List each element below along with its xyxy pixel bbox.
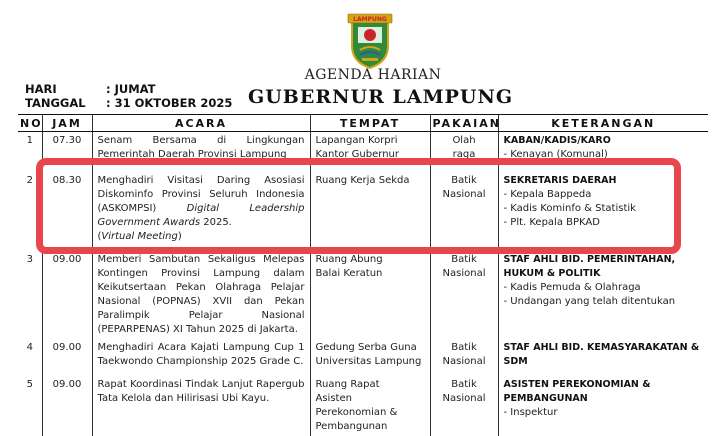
row-place-line: Universitas Lampung bbox=[315, 355, 422, 367]
row-notes-line: - Plt. Kepala BPKAD bbox=[503, 216, 600, 228]
row-place-line: Pembangunan bbox=[315, 420, 388, 432]
row-event: Memberi Sambutan Sekaligus Melepas Kontingen Provinsi Lampung dalam Keikutsertaan Pekan Olahraga Pelajar Nasional (POPNAS) XVII dan Pekan Paralimpik Pelajar Nasional (PEPARPENAS) XI Tahun 2025 di Jakarta. bbox=[92, 251, 310, 339]
row-number: 1 bbox=[26, 135, 33, 146]
header-tempat: TEMPAT bbox=[310, 115, 430, 132]
table-row bbox=[18, 132, 708, 172]
row-event-italic: Digital Leadership Government Awards bbox=[97, 202, 305, 228]
table-row bbox=[18, 339, 708, 376]
row-time: 08.30 bbox=[42, 172, 92, 251]
emblem-banner-text: LAMPUNG bbox=[353, 16, 387, 23]
row-notes-head: ASISTEN PEREKONOMIAN & PEMBANGUNAN bbox=[503, 378, 651, 404]
date-row bbox=[25, 96, 232, 110]
row-number: 3 bbox=[26, 253, 33, 265]
row-notes-line: - Kenayan (Komunal) bbox=[503, 149, 608, 160]
row-attire bbox=[430, 251, 498, 339]
row-place bbox=[310, 251, 430, 339]
row-attire-line: Batik bbox=[451, 174, 477, 186]
row-attire-line: Batik bbox=[451, 253, 477, 265]
row-attire-line: Nasional bbox=[442, 267, 486, 279]
table-header-row bbox=[18, 115, 708, 132]
row-notes bbox=[498, 132, 708, 172]
row-place-line: Balai Keratun bbox=[315, 267, 383, 279]
table-row bbox=[18, 251, 708, 339]
governor-title: GUBERNUR LAMPUNG bbox=[248, 86, 514, 108]
row-event-text: 2025. bbox=[200, 216, 232, 228]
row-place-line: Ruang Abung bbox=[315, 253, 383, 265]
row-place bbox=[310, 339, 430, 376]
row-event: Menghadiri Acara Kajati Lampung Cup 1 Taekwondo Championship 2025 Grade C. bbox=[92, 339, 310, 376]
row-event-text: Menghadiri Visitasi Daring Asosiasi Diskominfo Provinsi Seluruh Indonesia (ASKOMPSI) bbox=[97, 174, 305, 214]
row-event: Senam Bersama di Lingkungan Pemerintah Daerah Provinsi Lampung bbox=[92, 132, 310, 172]
agenda-label: AGENDA HARIAN bbox=[304, 67, 442, 83]
row-attire-line: Nasional bbox=[442, 392, 486, 404]
date-label: TANGGAL bbox=[25, 96, 86, 110]
row-notes-line: - Undangan yang telah ditentukan bbox=[503, 295, 676, 307]
row-number: 2 bbox=[26, 174, 33, 186]
row-notes-line: - Kepala Bappeda bbox=[503, 188, 592, 200]
row-attire-line: Olah bbox=[452, 135, 476, 146]
row-event-italic: Virtual Meeting bbox=[101, 230, 178, 242]
row-attire-line: Batik bbox=[451, 378, 477, 390]
row-place bbox=[310, 132, 430, 172]
row-time: 09.00 bbox=[42, 251, 92, 339]
row-notes-head: STAF AHLI BID. KEMASYARAKATAN & SDM bbox=[503, 341, 700, 367]
row-notes bbox=[498, 376, 708, 436]
row-place-line: Ruang Rapat bbox=[315, 378, 380, 390]
row-attire-line: Nasional bbox=[442, 188, 486, 200]
row-notes bbox=[498, 251, 708, 339]
agenda-table bbox=[18, 114, 708, 436]
row-event: Rapat Koordinasi Tindak Lanjut Rapergub Tata Kelola dan Hilirisasi Ubi Kayu. bbox=[92, 376, 310, 436]
row-number: 4 bbox=[26, 341, 33, 353]
header-acara: ACARA bbox=[92, 115, 310, 132]
row-number: 5 bbox=[26, 378, 33, 390]
date-value: : 31 OKTOBER 2025 bbox=[106, 96, 233, 110]
row-notes bbox=[498, 339, 708, 376]
row-attire bbox=[430, 132, 498, 172]
row-attire-line: raga bbox=[452, 149, 476, 160]
row-notes-line: - Inspektur bbox=[503, 406, 558, 418]
row-notes-head: KABAN/KADIS/KARO bbox=[503, 135, 611, 146]
row-event-text: ) bbox=[177, 230, 182, 242]
table-row bbox=[18, 376, 708, 436]
day-label: HARI bbox=[25, 82, 57, 96]
row-place-line: Asisten Perekonomian & bbox=[315, 392, 398, 418]
row-time: 07.30 bbox=[42, 132, 92, 172]
row-place bbox=[310, 376, 430, 436]
row-place: Ruang Kerja Sekda bbox=[310, 172, 430, 251]
row-attire-line: Batik bbox=[451, 341, 477, 353]
header-pakaian: PAKAIAN bbox=[430, 115, 498, 132]
emblem-center bbox=[364, 29, 376, 41]
row-event-text: ( bbox=[97, 230, 102, 242]
row-notes-head: SEKRETARIS DAERAH bbox=[503, 174, 617, 186]
row-attire bbox=[430, 172, 498, 251]
header-keterangan: KETERANGAN bbox=[498, 115, 708, 132]
day-row bbox=[25, 82, 156, 96]
row-attire-line: Nasional bbox=[442, 355, 486, 367]
day-value: : JUMAT bbox=[106, 82, 156, 96]
table-row bbox=[18, 172, 708, 251]
row-event bbox=[92, 172, 310, 251]
row-place-line: Gedung Serba Guna bbox=[315, 341, 417, 353]
header-no: NO bbox=[20, 116, 43, 130]
lampung-emblem bbox=[346, 12, 394, 70]
row-place-line: Kantor Gubernur bbox=[315, 149, 399, 160]
row-notes-head: STAF AHLI BID. PEMERINTAHAN, HUKUM & POLITIK bbox=[503, 253, 676, 279]
row-time: 09.00 bbox=[42, 339, 92, 376]
row-place-line: Lapangan Korpri bbox=[315, 135, 398, 146]
row-notes-line: - Kadis Pemuda & Olahraga bbox=[503, 281, 641, 293]
row-notes bbox=[498, 172, 708, 251]
row-time: 09.00 bbox=[42, 376, 92, 436]
row-notes-line: - Kadis Kominfo & Statistik bbox=[503, 202, 636, 214]
row-attire bbox=[430, 339, 498, 376]
row-attire bbox=[430, 376, 498, 436]
header-jam: JAM bbox=[42, 115, 92, 132]
